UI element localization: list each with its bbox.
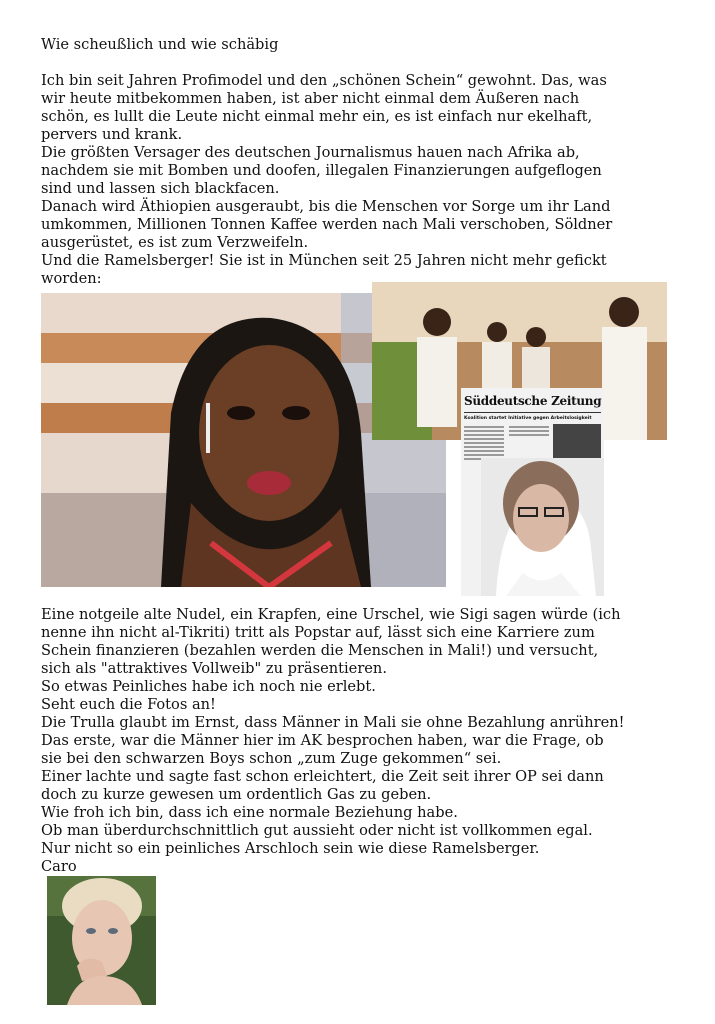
text-line: Nur nicht so ein peinliches Arschloch sein wie diese Ramelsberger. (41, 840, 540, 857)
newspaper-clipping (461, 388, 604, 596)
document-title: Wie scheußlich und wie schäbig (41, 36, 279, 53)
text-line: Einer lachte und sagte fast schon erleichtert, die Zeit seit ihrer OP sei dann (41, 768, 604, 785)
author-photo (47, 876, 156, 1005)
text-line: sich als "attraktives Vollweib" zu präsentieren. (41, 660, 387, 677)
signature-name: Caro (41, 858, 77, 875)
text-line: nenne ihn nicht al-Tikriti) tritt als Popstar auf, lässt sich eine Karriere zum (41, 624, 595, 641)
text-line: Ob man überdurchschnittlich gut aussieht oder nicht ist vollkommen egal. (41, 822, 593, 839)
text-line: nachdem sie mit Bomben und doofen, illegalen Finanzierungen aufgeflogen (41, 162, 602, 179)
text-line: Wie froh ich bin, dass ich eine normale Beziehung habe. (41, 804, 458, 821)
text-line: Das erste, war die Männer hier im AK besprochen haben, war die Frage, ob (41, 732, 604, 749)
text-line: Seht euch die Fotos an! (41, 696, 216, 713)
text-line: So etwas Peinliches habe ich noch nie erlebt. (41, 678, 376, 695)
text-line: Die größten Versager des deutschen Journalismus hauen nach Afrika ab, (41, 144, 580, 161)
text-line: wir heute mitbekommen haben, ist aber nicht einmal dem Äußeren nach (41, 90, 580, 107)
text-line: Danach wird Äthiopien ausgeraubt, bis die Menschen vor Sorge um ihr Land (41, 198, 611, 215)
text-line: umkommen, Millionen Tonnen Kaffee werden nach Mali verschoben, Söldner (41, 216, 613, 233)
text-line: sind und lassen sich blackfacen. (41, 180, 280, 197)
text-line: doch zu kurze gewesen um ordentlich Gas zu geben. (41, 786, 432, 803)
text-line: Eine notgeile alte Nudel, ein Krapfen, eine Urschel, wie Sigi sagen würde (ich (41, 606, 621, 623)
text-line: pervers und krank. (41, 126, 183, 143)
text-line: Die Trulla glaubt im Ernst, dass Männer in Mali sie ohne Bezahlung anrühren! (41, 714, 625, 731)
text-line: Und die Ramelsberger! Sie ist in München seit 25 Jahren nicht mehr gefickt (41, 252, 607, 269)
paragraph-intro (41, 72, 681, 288)
newspaper-headline: Koalition startet Initiative gegen Arbeitslosigkeit (464, 416, 592, 421)
text-line: schön, es lullt die Leute nicht einmal mehr ein, es ist einfach nur ekelhaft, (41, 108, 593, 125)
text-line: Schein finanzieren (bezahlen werden die Menschen in Mali!) und versucht, (41, 642, 599, 659)
paragraph-main (41, 606, 681, 876)
text-line: ausgerüstet, es ist zum Verzweifeln. (41, 234, 309, 251)
text-line: worden: (41, 270, 102, 287)
newspaper-masthead: Süddeutsche Zeitung (464, 394, 602, 408)
text-line: sie bei den schwarzen Boys schon „zum Zuge gekommen“ sei. (41, 750, 502, 767)
text-line: Ich bin seit Jahren Profimodel und den „schönen Schein“ gewohnt. Das, was (41, 72, 607, 89)
